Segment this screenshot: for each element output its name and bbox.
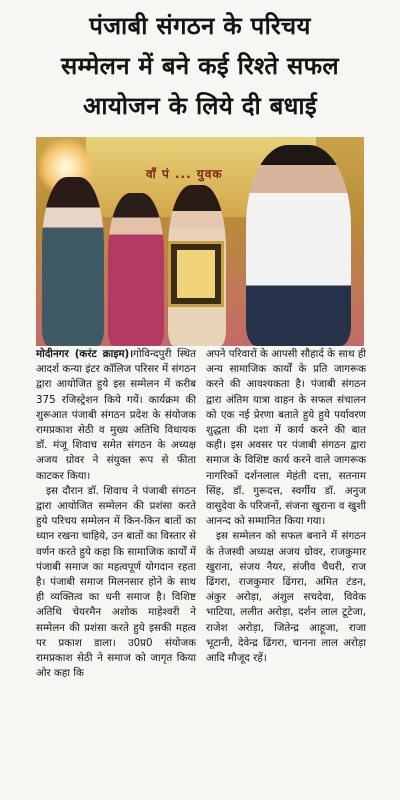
- article-body: [36, 347, 366, 792]
- headline-line-1: पंजाबी संगठन के परिचय: [89, 12, 311, 40]
- person-left: [42, 177, 104, 346]
- headline: [6, 6, 394, 126]
- article-paragraph-1: [36, 347, 196, 484]
- person-right: [246, 145, 351, 346]
- award-plaque: [168, 241, 224, 307]
- banner-text: वाँ पं ... युवक: [146, 167, 223, 181]
- person-second: [108, 193, 164, 346]
- headline-line-2: सम्मेलन में बने कई रिश्ते सफल: [61, 52, 339, 80]
- article-paragraph-1-text: गोविन्दपुरी स्थित आदर्श कन्या इंटर कॉलिज परिसर में संगठन द्वारा आयोजित हुये इस सम्मेलन में करीब 375 रजिस्ट्रेशन किये गयें। कार्यक्रम की शुरूआत पंजाबी संगठन प्रदेश के संयोजक रामप्रकाश सेठी व मुख्य अतिथि विधायक डॉ. मंजू शिवाच समेत संगठन के अध्यक्ष अजय ग्रोवर ने संयुक्त रूप से फीता काटकर किया।: [36, 348, 196, 482]
- article-column-left: [36, 347, 196, 681]
- award-plaque-face: [177, 250, 215, 298]
- article-paragraph-3: अपने परिवारों के आपसी सौहार्द के साथ ही अन्य सामाजिक कार्यों के प्रति जागरूक करने की आवश्यकता है। पंजाबी संगठन द्वारा अंतिम यात्रा वाहन के सफल संचालन को एक नई प्रेरणा बताते हुये हुये पर्यावरण शुद्धता की दशा में कार्य करने की बात कही। इस अवसर पर पंजाबी संगठन द्वारा समाज के विशिष्ट कार्य करने वाले जागरूक नागरिकों दर्शनलाल मेहंती दत्ता, सतनाम सिंह, डॉ. गुरूदत्त, स्वर्गीय डॉ. अनुज वासुदेवा के परिजनों, संजना खुराना व खुशी आनन्द को सम्मानित किया गया।: [206, 348, 366, 528]
- article-paragraph-4: इस सम्मेलन को सफल बनाने में संगठन के तेजस्वी अध्यक्ष अजय ग्रोवर, राजकुमार खुराना, संजय नैयर, संजीव चैधरी, राज ढिंगरा, राजकुमार ढिंगरा, अमित टंडन, अंकुर अरोड़ा, अंशुल सचदेवा, विवेक भाटिया, ललीत अरोड़ा, दर्शन लाल टूटेजा, राजेश अरोड़ा, जितेन्द्र आहूजा, राजा भूटानी, देवेन्द्र ढिंगरा, चानना लाल अरोड़ा आदि मौजूद रहें।: [206, 530, 366, 665]
- dateline: मोदीनगर (करंट क्राइम)।: [36, 348, 134, 360]
- article-paragraph-2: इस दौरान डॉ. शिवाच ने पंजाबी संगठन द्वारा आयोजित सम्मेलन की प्रशंसा करते हुये परिचय सम्मेलन में किन-किन बातों का ध्यान रखना चाहिये, उन बातों का विस्तार से वर्णन करते हुये कहा कि सामाजिक कार्यों में पंजाबी समाज का महत्वपूर्ण योगदान रहता है। पंजाबी समाज मिलनसार होने के साथ ही व्यक्तित्व का धनी समाज है। विशिष्ट अतिथि चेयरमैन अशोक माहेश्वरी ने सम्मेलन की प्रशंसा करते हुये इसकी महत्व पर प्रकाश डाला। उ0प्र0 संयोजक रामप्रकाश सेठी ने समाज को जागृत किया ओर कहा कि: [36, 484, 196, 680]
- article-column-right: [206, 347, 366, 666]
- headline-line-3: आयोजन के लिये दी बधाई: [83, 92, 317, 120]
- event-photo: [36, 137, 364, 346]
